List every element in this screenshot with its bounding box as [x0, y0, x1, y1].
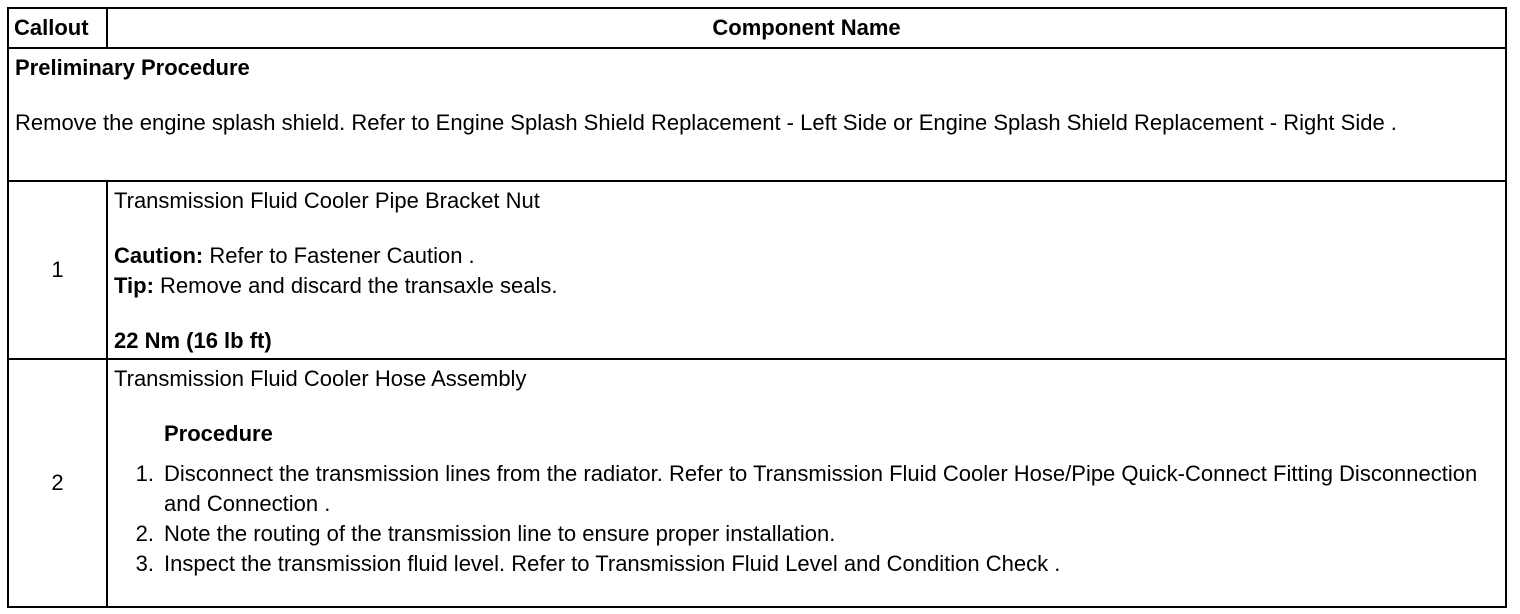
procedure-step — [114, 549, 1499, 579]
component-name-column-header: Component Name — [107, 8, 1506, 48]
preliminary-procedure-cell — [8, 48, 1506, 181]
tip-line — [114, 271, 1499, 301]
component-table — [7, 7, 1507, 608]
preliminary-procedure-title: Preliminary Procedure — [15, 55, 250, 80]
caution-text: Refer to Fastener Caution . — [203, 243, 475, 268]
callout-number: 2 — [8, 359, 107, 607]
callout-number: 1 — [8, 181, 107, 359]
component-description — [107, 359, 1506, 607]
procedure-steps — [114, 459, 1499, 579]
component-name: Transmission Fluid Cooler Pipe Bracket Nut — [114, 188, 540, 213]
tip-text: Remove and discard the transaxle seals. — [153, 273, 558, 298]
component-description — [107, 181, 1506, 359]
torque-spec: 22 Nm (16 lb ft) — [114, 328, 272, 353]
table-row — [8, 181, 1506, 359]
caution-label: Caution: — [114, 243, 204, 268]
component-name: Transmission Fluid Cooler Hose Assembly — [114, 366, 527, 391]
step-number: 1. — [135, 461, 154, 486]
step-text: Note the routing of the transmission line to ensure proper installation. — [164, 521, 836, 546]
preliminary-procedure-row — [8, 48, 1506, 181]
procedure-step — [114, 519, 1499, 549]
table-row — [8, 359, 1506, 607]
procedure-step — [114, 459, 1499, 519]
step-text: Disconnect the transmission lines from the radiator. Refer to Transmission Fluid Cooler Hose/Pipe Quick-Connect Fitting Disconnection and Connection . — [164, 461, 1478, 516]
tip-label: Tip: — [114, 273, 154, 298]
callout-column-header: Callout — [8, 8, 107, 48]
caution-line — [114, 241, 1499, 271]
step-text: Inspect the transmission fluid level. Refer to Transmission Fluid Level and Condition Check . — [164, 551, 1061, 576]
preliminary-procedure-text: Remove the engine splash shield. Refer to Engine Splash Shield Replacement - Left Side or Engine Splash Shield Replacement - Right Side . — [15, 110, 1397, 135]
step-number: 3. — [135, 551, 154, 576]
procedure-title: Procedure — [164, 421, 273, 446]
step-number: 2. — [135, 521, 154, 546]
table-header-row — [8, 8, 1506, 48]
